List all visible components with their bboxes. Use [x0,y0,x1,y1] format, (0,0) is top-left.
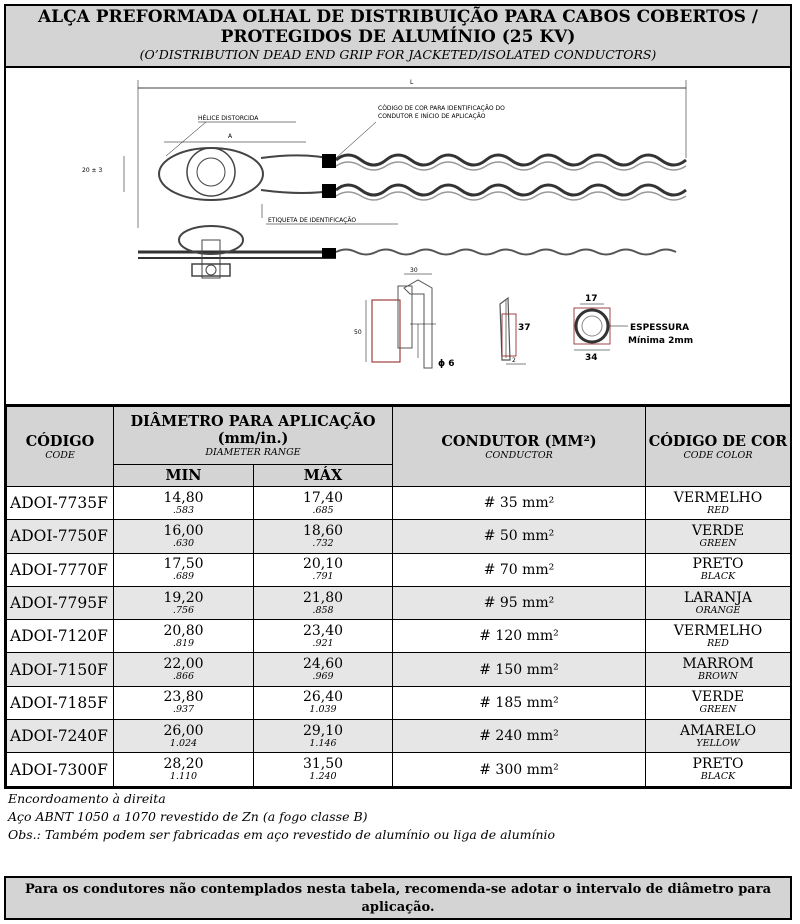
title-line-2: PROTEGIDOS DE ALUMÍNIO (25 KV) [220,27,576,47]
cell-min [114,586,254,619]
cell-max [254,653,393,686]
cell-code [7,753,114,786]
title-box [6,6,790,68]
cell-code [7,686,114,719]
code-value: ADOI-7120F [10,627,108,646]
max-mm: 17,40 [302,489,344,506]
max-mm: 20,10 [302,556,344,573]
cell-condutor [393,686,646,719]
condutor-value: # 35 mm² [483,495,555,512]
code-value: ADOI-7770F [10,560,108,579]
max-mm: 18,60 [302,522,344,539]
specs-table [6,406,791,787]
max-in: 1.146 [309,737,337,749]
drawing-svg [6,68,790,404]
cor-en: YELLOW [696,737,740,749]
condutor-value: # 120 mm² [479,628,559,645]
code-value: ADOI-7300F [10,760,108,779]
cor-en: ORANGE [695,604,741,616]
label-codigo-cor-1: CÓDIGO DE COR PARA IDENTIFICAÇÃO DO [378,105,505,112]
cell-cor [646,653,791,686]
cell-min [114,686,254,719]
cor-pt: VERDE [691,689,745,706]
min-in: .756 [172,604,195,616]
header-diametro-units: (mm/in.) [217,430,289,447]
footer-note: Para os condutores não contemplados nesta tabela, recomenda-se adotar o intervalo de diâmetro para aplicação. [4,876,792,920]
table-row [7,520,791,553]
max-in: .921 [312,637,334,649]
condutor-value: # 240 mm² [479,728,559,745]
cor-en: RED [707,637,729,649]
dim-20: 20 ± 3 [82,167,103,174]
code-value: ADOI-7240F [10,727,108,746]
note-1: Encordoamento à direita [8,791,166,806]
header-code-color-sub: CODE COLOR [683,449,753,461]
cor-pt: VERDE [691,522,745,539]
max-mm: 26,40 [302,689,344,706]
max-in: .969 [312,671,334,683]
table-body [7,487,791,787]
code-value: ADOI-7750F [10,527,108,546]
table-row [7,586,791,619]
cell-min [114,753,254,786]
table-row [7,487,791,520]
cell-condutor [393,753,646,786]
cor-pt: PRETO [692,556,744,573]
min-in: .689 [172,571,195,583]
header-condutor-label: CONDUTOR (MM²) [441,432,597,450]
cell-min [114,720,254,753]
condutor-value: # 95 mm² [483,595,555,612]
document-frame [4,4,792,789]
min-in: .583 [172,504,195,516]
cell-code [7,620,114,653]
cell-cor [646,720,791,753]
dim-50: 50 [354,329,362,336]
min-mm: 26,00 [163,722,204,739]
dim-34: 34 [585,353,598,363]
cell-cor [646,620,791,653]
subtitle: (O’DISTRIBUTION DEAD END GRIP FOR JACKETED/ISOLATED CONDUCTORS) [139,47,657,62]
title-line-1: ALÇA PREFORMADA OLHAL DE DISTRIBUIÇÃO PARA CABOS COBERTOS / [37,7,759,27]
cell-condutor [393,553,646,586]
max-mm: 29,10 [302,722,344,739]
cell-cor [646,553,791,586]
min-in: .866 [172,671,195,683]
max-in: .685 [312,504,334,516]
cor-en: RED [707,504,729,516]
condutor-value: # 50 mm² [483,528,555,545]
cell-condutor [393,620,646,653]
cell-condutor [393,520,646,553]
condutor-value: # 185 mm² [479,694,559,711]
min-mm: 16,00 [163,522,204,539]
notes [8,790,555,844]
min-mm: 14,80 [163,489,204,506]
dim-L: L [410,79,414,86]
min-mm: 20,80 [163,622,204,639]
cor-pt: PRETO [692,756,744,773]
cell-max [254,487,393,520]
cell-code [7,720,114,753]
cell-cor [646,487,791,520]
note-3: Obs.: Também podem ser fabricadas em aço revestido de alumínio ou liga de alumínio [8,827,556,842]
header-diameter-range: DIAMETER RANGE [205,447,301,458]
cor-pt: MARROM [682,656,754,673]
min-in: 1.110 [169,771,198,783]
condutor-value: # 300 mm² [479,761,559,778]
cell-min [114,487,254,520]
table-row [7,620,791,653]
header-condutor [393,407,646,487]
cor-en: GREEN [699,704,737,716]
cell-max [254,753,393,786]
max-in: .791 [312,571,334,583]
label-espessura: ESPESSURA [630,323,690,333]
cell-max [254,620,393,653]
max-mm: 23,40 [302,622,344,639]
header-codigo [7,407,114,487]
code-value: ADOI-7735F [10,494,108,513]
min-mm: 23,80 [163,689,204,706]
cell-code [7,653,114,686]
cell-cor [646,586,791,619]
note-2: Aço ABNT 1050 a 1070 revestido de Zn (a fogo classe B) [8,809,368,824]
cell-condutor [393,586,646,619]
table-row [7,653,791,686]
cor-en: BROWN [698,671,738,683]
max-in: 1.039 [309,704,337,716]
dim-17: 17 [585,294,598,304]
cell-max [254,720,393,753]
dim-30: 30 [410,267,418,274]
cell-code [7,553,114,586]
label-minima: Mínima 2mm [628,336,694,346]
header-conductor-sub: CONDUCTOR [485,449,553,461]
table-row [7,753,791,786]
condutor-value: # 150 mm² [479,661,559,678]
cor-en: BLACK [700,571,736,583]
condutor-value: # 70 mm² [483,561,555,578]
header-codigo-cor [646,407,791,487]
max-in: .732 [312,537,334,549]
table-row [7,686,791,719]
cell-code [7,520,114,553]
cell-cor [646,520,791,553]
max-mm: 24,60 [302,656,344,673]
min-in: .937 [172,704,195,716]
dim-2: 2 [512,357,516,364]
min-in: .630 [172,537,195,549]
cell-min [114,620,254,653]
cell-min [114,653,254,686]
label-helice: HÉLICE DISTORCIDA [198,115,259,122]
cell-max [254,686,393,719]
label-etiqueta: ETIQUETA DE IDENTIFICAÇÃO [268,217,357,224]
table-row [7,720,791,753]
dim-37: 37 [518,323,531,333]
cor-en: GREEN [699,537,737,549]
cell-condutor [393,720,646,753]
max-in: .858 [312,604,334,616]
technical-drawing [6,68,790,406]
header-codigo-label: CÓDIGO [25,432,95,450]
cell-min [114,520,254,553]
header-diametro [114,407,393,465]
header-code-sub: CODE [45,449,75,461]
code-value: ADOI-7150F [10,660,108,679]
min-mm: 19,20 [163,589,204,606]
cell-min [114,553,254,586]
cor-pt: VERMELHO [673,622,763,639]
min-mm: 28,20 [163,756,204,773]
cell-code [7,487,114,520]
cell-condutor [393,487,646,520]
min-in: .819 [172,637,195,649]
max-in: 1.240 [309,771,337,783]
cor-pt: AMARELO [679,722,757,739]
cell-cor [646,753,791,786]
cell-cor [646,686,791,719]
cell-max [254,553,393,586]
header-max: MÁX [254,465,393,487]
code-value: ADOI-7795F [10,594,108,613]
code-value: ADOI-7185F [10,693,108,712]
cor-pt: LARANJA [683,589,753,606]
max-mm: 21,80 [302,589,344,606]
cell-condutor [393,653,646,686]
header-codigo-cor-label: CÓDIGO DE COR [648,432,788,450]
header-diametro-label: DIÂMETRO PARA APLICAÇÃO [130,413,376,430]
min-in: 1.024 [169,737,198,749]
min-mm: 17,50 [163,556,204,573]
max-mm: 31,50 [302,756,344,773]
label-codigo-cor-2: CONDUTOR E INÍCIO DE APLICAÇÃO [378,113,486,120]
dim-A: A [228,133,233,140]
cor-pt: VERMELHO [673,489,763,506]
table-row [7,553,791,586]
min-mm: 22,00 [163,656,204,673]
cor-en: BLACK [700,771,736,783]
header-min: MIN [114,465,254,487]
cell-max [254,586,393,619]
cell-max [254,520,393,553]
cell-code [7,586,114,619]
dim-phi6: ϕ 6 [438,359,455,369]
